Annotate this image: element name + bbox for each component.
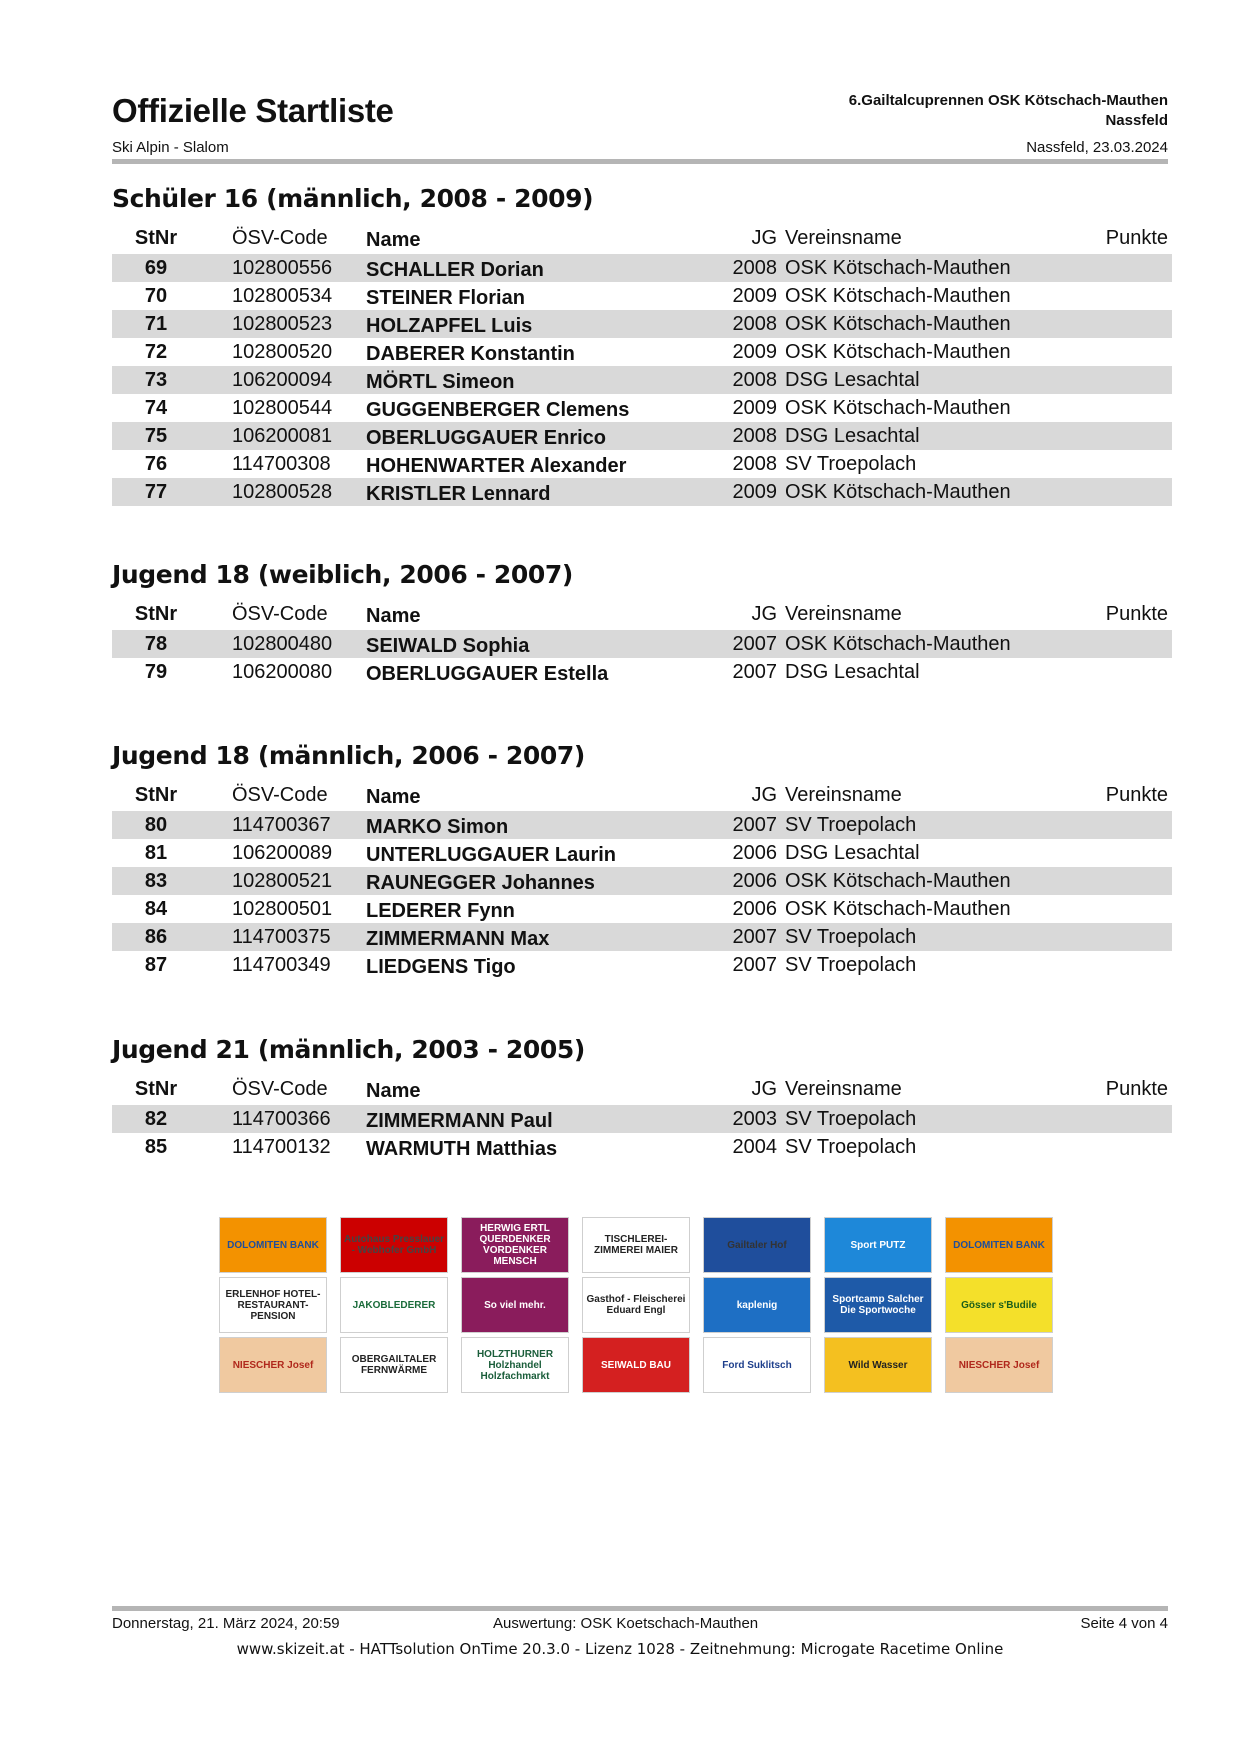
discipline: Ski Alpin - Slalom — [112, 139, 229, 156]
start-number: 85 — [144, 1136, 168, 1158]
osv-code: 114700366 — [232, 1108, 331, 1130]
athlete-name: LIEDGENS Tigo — [366, 956, 516, 978]
sponsor-name: Wild Wasser — [848, 1359, 908, 1371]
table-body — [112, 811, 1172, 979]
sponsor-name: Ford Suklitsch — [722, 1359, 792, 1371]
column-header-athlete-name: Name — [366, 1080, 421, 1102]
osv-code: 114700367 — [232, 814, 331, 836]
sponsor-logo — [703, 1217, 811, 1273]
column-header-osv-code: ÖSV-Code — [232, 603, 328, 625]
category-title: Jugend 18 (männlich, 2006 - 2007) — [112, 741, 585, 770]
athlete-name: SCHALLER Dorian — [366, 259, 544, 281]
sponsor-logo — [824, 1217, 932, 1273]
table-row — [112, 422, 1172, 450]
footer-date: Donnerstag, 21. März 2024, 20:59 — [112, 1615, 340, 1632]
birth-year: 2008 — [732, 425, 777, 447]
table-body — [112, 630, 1172, 686]
column-header-start-number: StNr — [134, 227, 178, 249]
sponsor-logo — [219, 1217, 327, 1273]
birth-year: 2006 — [732, 898, 777, 920]
column-header-points: Punkte — [1105, 603, 1168, 625]
start-number: 69 — [144, 257, 168, 279]
place-date: Nassfeld, 23.03.2024 — [1026, 139, 1168, 156]
sponsor-logo — [461, 1337, 569, 1393]
sponsor-logo — [219, 1337, 327, 1393]
osv-code: 102800544 — [232, 397, 333, 419]
osv-code: 102800501 — [232, 898, 333, 920]
athlete-name: DABERER Konstantin — [366, 343, 575, 365]
birth-year: 2008 — [732, 453, 777, 475]
club-name: OSK Kötschach-Mauthen — [785, 870, 1011, 892]
sponsor-name: DOLOMITEN BANK — [953, 1239, 1045, 1251]
athlete-name: HOLZAPFEL Luis — [366, 315, 533, 337]
start-number: 75 — [144, 425, 168, 447]
athlete-name: OBERLUGGAUER Enrico — [366, 427, 607, 449]
birth-year: 2009 — [732, 341, 777, 363]
column-header-osv-code: ÖSV-Code — [232, 784, 328, 806]
sponsor-logo — [461, 1277, 569, 1333]
athlete-name: SEIWALD Sophia — [366, 635, 530, 657]
start-number: 81 — [144, 842, 168, 864]
start-number: 80 — [144, 814, 168, 836]
osv-code: 106200089 — [232, 842, 333, 864]
club-name: SV Troepolach — [785, 954, 917, 976]
osv-code: 102800521 — [232, 870, 333, 892]
start-number: 82 — [144, 1108, 168, 1130]
table-row — [112, 478, 1172, 506]
athlete-name: WARMUTH Matthias — [366, 1138, 558, 1160]
sponsor-logo — [945, 1337, 1053, 1393]
club-name: DSG Lesachtal — [785, 425, 920, 447]
table-row — [112, 450, 1172, 478]
birth-year: 2009 — [732, 397, 777, 419]
athlete-name: HOHENWARTER Alexander — [366, 455, 627, 477]
sponsor-name: NIESCHER Josef — [232, 1359, 314, 1371]
document-title: Offizielle Startliste — [112, 92, 394, 129]
sponsor-logo — [219, 1277, 327, 1333]
club-name: SV Troepolach — [785, 453, 917, 475]
footer-divider — [112, 1606, 1168, 1611]
sponsor-logo — [582, 1277, 690, 1333]
start-number: 83 — [144, 870, 168, 892]
club-name: OSK Kötschach-Mauthen — [785, 397, 1011, 419]
sponsor-name: OBERGAILTALER FERNWÄRME — [351, 1354, 437, 1376]
sponsor-name: HERWIG ERTL QUERDENKER VORDENKER MENSCH — [479, 1223, 551, 1267]
birth-year: 2007 — [732, 926, 777, 948]
column-header-birth-year: JG — [751, 784, 777, 806]
footer-software: www.skizeit.at - HATTsolution OnTime 20.3.0 - Lizenz 1028 - Zeitnehmung: Microgate Racetime Online — [236, 1640, 1004, 1658]
table-row — [112, 254, 1172, 282]
birth-year: 2007 — [732, 954, 777, 976]
table-row — [112, 923, 1172, 951]
table-header — [112, 1078, 1172, 1102]
table-row — [112, 951, 1172, 979]
osv-code: 102800520 — [232, 341, 333, 363]
birth-year: 2009 — [732, 481, 777, 503]
sponsor-logo — [824, 1337, 932, 1393]
table-row — [112, 867, 1172, 895]
sponsor-name: Sportcamp Salcher Die Sportwoche — [832, 1294, 924, 1316]
start-number: 74 — [144, 397, 168, 419]
club-name: SV Troepolach — [785, 926, 917, 948]
start-number: 71 — [144, 313, 168, 335]
athlete-name: MARKO Simon — [366, 816, 509, 838]
osv-code: 102800528 — [232, 481, 333, 503]
table-row — [112, 630, 1172, 658]
club-name: DSG Lesachtal — [785, 369, 920, 391]
athlete-name: MÖRTL Simeon — [366, 371, 515, 393]
start-number: 73 — [144, 369, 168, 391]
column-header-start-number: StNr — [134, 1078, 178, 1100]
osv-code: 106200080 — [232, 661, 333, 683]
column-header-athlete-name: Name — [366, 786, 421, 808]
osv-code: 114700349 — [232, 954, 331, 976]
athlete-name: RAUNEGGER Johannes — [366, 872, 595, 894]
sponsor-name: kaplenig — [736, 1299, 778, 1311]
header-divider — [112, 159, 1168, 164]
osv-code: 102800556 — [232, 257, 333, 279]
table-row — [112, 811, 1172, 839]
table-row — [112, 282, 1172, 310]
sponsor-name: ERLENHOF HOTEL-RESTAURANT-PENSION — [225, 1288, 321, 1322]
sponsor-logo — [703, 1337, 811, 1393]
table-body — [112, 1105, 1172, 1161]
table-row — [112, 1105, 1172, 1133]
birth-year: 2003 — [732, 1108, 777, 1130]
sponsor-name: TISCHLEREI-ZIMMEREI MAIER — [594, 1234, 678, 1256]
start-number: 76 — [144, 453, 168, 475]
table-row — [112, 366, 1172, 394]
column-header-club-name: Vereinsname — [785, 784, 902, 806]
athlete-name: KRISTLER Lennard — [366, 483, 551, 505]
osv-code: 106200081 — [232, 425, 333, 447]
column-header-birth-year: JG — [751, 227, 777, 249]
athlete-name: GUGGENBERGER Clemens — [366, 399, 630, 421]
column-header-athlete-name: Name — [366, 229, 421, 251]
sponsor-name: Sport PUTZ — [850, 1239, 906, 1251]
start-number: 84 — [144, 898, 168, 920]
club-name: OSK Kötschach-Mauthen — [785, 633, 1011, 655]
club-name: OSK Kötschach-Mauthen — [785, 481, 1011, 503]
table-row — [112, 895, 1172, 923]
column-header-athlete-name: Name — [366, 605, 421, 627]
sponsor-name: Gasthof - Fleischerei Eduard Engl — [586, 1294, 686, 1316]
event-name: 6.Gailtalcuprennen OSK Kötschach-Mauthen — [848, 92, 1168, 109]
athlete-name: LEDERER Fynn — [366, 900, 515, 922]
page-number: Seite 4 von 4 — [1080, 1615, 1168, 1632]
column-header-points: Punkte — [1105, 1078, 1168, 1100]
club-name: DSG Lesachtal — [785, 661, 920, 683]
column-header-club-name: Vereinsname — [785, 227, 902, 249]
club-name: OSK Kötschach-Mauthen — [785, 313, 1011, 335]
athlete-name: ZIMMERMANN Max — [366, 928, 550, 950]
table-row — [112, 338, 1172, 366]
club-name: OSK Kötschach-Mauthen — [785, 285, 1011, 307]
sponsor-name: So viel mehr. — [484, 1299, 546, 1311]
start-number: 77 — [144, 481, 168, 503]
osv-code: 102800480 — [232, 633, 333, 655]
birth-year: 2009 — [732, 285, 777, 307]
column-header-club-name: Vereinsname — [785, 1078, 902, 1100]
table-row — [112, 310, 1172, 338]
column-header-birth-year: JG — [751, 603, 777, 625]
column-header-points: Punkte — [1105, 784, 1168, 806]
sponsor-name: SEIWALD BAU — [601, 1359, 671, 1371]
start-number: 78 — [144, 633, 168, 655]
column-header-osv-code: ÖSV-Code — [232, 1078, 328, 1100]
sponsor-name: HOLZTHURNER Holzhandel Holzfachmarkt — [476, 1348, 554, 1382]
club-name: OSK Kötschach-Mauthen — [785, 341, 1011, 363]
birth-year: 2008 — [732, 369, 777, 391]
start-number: 70 — [144, 285, 168, 307]
osv-code: 102800523 — [232, 313, 333, 335]
club-name: SV Troepolach — [785, 1108, 917, 1130]
sponsor-logo — [582, 1337, 690, 1393]
birth-year: 2008 — [732, 313, 777, 335]
osv-code: 114700132 — [232, 1136, 331, 1158]
athlete-name: OBERLUGGAUER Estella — [366, 663, 609, 685]
sponsor-logo — [824, 1277, 932, 1333]
column-header-start-number: StNr — [134, 603, 178, 625]
osv-code: 102800534 — [232, 285, 333, 307]
category-title: Schüler 16 (männlich, 2008 - 2009) — [112, 184, 594, 213]
start-number: 87 — [144, 954, 168, 976]
club-name: DSG Lesachtal — [785, 842, 920, 864]
table-header — [112, 603, 1172, 627]
sponsor-logo — [340, 1337, 448, 1393]
table-body — [112, 254, 1172, 506]
start-number: 72 — [144, 341, 168, 363]
birth-year: 2007 — [732, 814, 777, 836]
sponsor-name: NIESCHER Josef — [958, 1359, 1040, 1371]
category-title: Jugend 21 (männlich, 2003 - 2005) — [112, 1035, 585, 1064]
club-name: OSK Kötschach-Mauthen — [785, 257, 1011, 279]
club-name: SV Troepolach — [785, 814, 917, 836]
column-header-birth-year: JG — [751, 1078, 777, 1100]
birth-year: 2004 — [732, 1136, 777, 1158]
footer-evaluation: Auswertung: OSK Koetschach-Mauthen — [493, 1615, 759, 1632]
column-header-club-name: Vereinsname — [785, 603, 902, 625]
club-name: SV Troepolach — [785, 1136, 917, 1158]
birth-year: 2006 — [732, 842, 777, 864]
column-header-start-number: StNr — [134, 784, 178, 806]
birth-year: 2007 — [732, 633, 777, 655]
athlete-name: UNTERLUGGAUER Laurin — [366, 844, 616, 866]
sponsor-logo — [340, 1277, 448, 1333]
birth-year: 2008 — [732, 257, 777, 279]
sponsor-name: Autohaus Presslauer - Webhofer GmbH — [343, 1234, 445, 1256]
table-header — [112, 227, 1172, 251]
sponsor-logo — [582, 1217, 690, 1273]
sponsor-logo — [461, 1217, 569, 1273]
sponsor-name: Gösser s'Budile — [961, 1299, 1037, 1311]
osv-code: 106200094 — [232, 369, 333, 391]
table-row — [112, 1133, 1172, 1161]
osv-code: 114700375 — [232, 926, 331, 948]
athlete-name: ZIMMERMANN Paul — [366, 1110, 553, 1132]
sponsor-name: Gailtaler Hof — [727, 1239, 787, 1251]
table-header — [112, 784, 1172, 808]
sponsor-logo — [945, 1277, 1053, 1333]
club-name: OSK Kötschach-Mauthen — [785, 898, 1011, 920]
start-number: 86 — [144, 926, 168, 948]
table-row — [112, 839, 1172, 867]
sponsor-logo — [945, 1217, 1053, 1273]
athlete-name: STEINER Florian — [366, 287, 525, 309]
birth-year: 2007 — [732, 661, 777, 683]
table-row — [112, 394, 1172, 422]
column-header-points: Punkte — [1105, 227, 1168, 249]
column-header-osv-code: ÖSV-Code — [232, 227, 328, 249]
birth-year: 2006 — [732, 870, 777, 892]
osv-code: 114700308 — [232, 453, 331, 475]
sponsor-name: DOLOMITEN BANK — [227, 1239, 319, 1251]
start-number: 79 — [144, 661, 168, 683]
table-row — [112, 658, 1172, 686]
category-title: Jugend 18 (weiblich, 2006 - 2007) — [112, 560, 573, 589]
sponsor-logo — [703, 1277, 811, 1333]
event-venue: Nassfeld — [1105, 112, 1168, 129]
sponsor-logo — [340, 1217, 448, 1273]
sponsor-name: JAKOBLEDERER — [352, 1299, 436, 1311]
